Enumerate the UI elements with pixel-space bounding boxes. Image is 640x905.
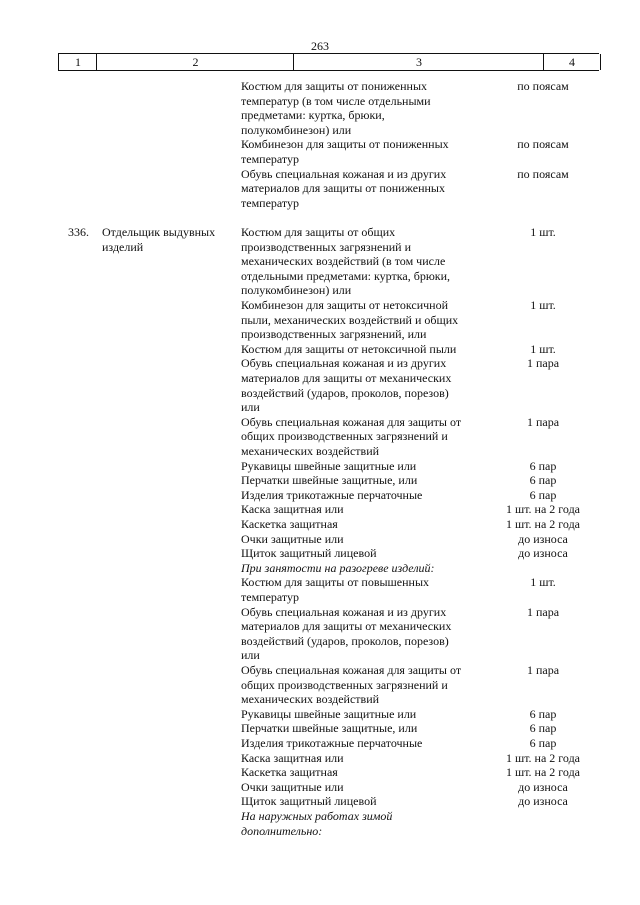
item-quantity: 1 шт. — [530, 225, 556, 239]
item-quantity: 6 пар — [529, 487, 557, 502]
item-line: производственных загрязнений и — [241, 239, 412, 254]
item-quantity: до износа — [518, 779, 568, 794]
item-line: Каска защитная или — [241, 502, 344, 517]
item-line: Обувь специальная кожаная и из других — [241, 166, 447, 181]
item-line: Комбинезон для защиты от нетоксичной — [241, 298, 449, 312]
item-line: Изделия трикотажные перчаточные — [241, 736, 423, 750]
item-quantity: по поясам — [517, 79, 569, 93]
item-quantity: 1 шт. на 2 года — [505, 517, 581, 531]
item-line: воздействий (ударов, проколов, порезов) — [241, 633, 449, 648]
item-line: Обувь специальная кожаная для защиты от — [241, 663, 462, 677]
item-quantity: 1 пара — [526, 604, 560, 619]
item-line: или — [241, 400, 260, 415]
profession-name-line: Отдельщик выдувных — [102, 225, 216, 239]
item-line: материалов для защиты от механических — [241, 371, 452, 385]
item-line: температур (в том числе отдельными — [241, 93, 431, 108]
item-quantity: 1 шт. на 2 года — [505, 765, 581, 780]
item-line: общих производственных загрязнений и — [241, 429, 448, 444]
item-quantity: до износа — [518, 794, 568, 809]
column-header-1: 1 — [58, 54, 97, 70]
item-line: механических воздействий — [241, 692, 380, 707]
item-line: Каска защитная или — [241, 750, 344, 765]
item-line: механических воздействий (в том числе — [241, 254, 446, 269]
item-line: Обувь специальная кожаная и из других — [241, 356, 447, 371]
item-line: Обувь специальная кожаная для защиты от — [241, 414, 462, 429]
item-line: воздействий (ударов, проколов, порезов) — [241, 385, 449, 400]
item-line: Костюм для защиты от пониженных — [241, 79, 428, 93]
page-number: 263 — [311, 39, 329, 53]
column-header-4: 4 — [543, 54, 601, 70]
item-quantity: 1 шт. на 2 года — [505, 502, 581, 517]
entry-number: 336. — [68, 225, 89, 239]
item-line: Перчатки швейные защитные, или — [241, 721, 418, 736]
item-line: материалов для защиты от пониженных — [241, 181, 445, 196]
item-line: Костюм для защиты от общих — [241, 225, 396, 239]
item-line: Комбинезон для защиты от пониженных — [241, 137, 449, 152]
item-line: На наружных работах зимой — [241, 809, 393, 823]
item-line: Рукавицы швейные защитные или — [241, 458, 417, 473]
item-quantity: по поясам — [517, 166, 569, 181]
item-line: Щиток защитный лицевой — [241, 546, 377, 561]
item-line: Каскетка защитная — [241, 765, 338, 780]
item-line: материалов для защиты от механических — [241, 619, 452, 634]
column-header-3: 3 — [293, 54, 544, 70]
item-quantity: до износа — [518, 546, 568, 561]
item-line: Костюм для защиты от повышенных — [241, 575, 430, 590]
item-line: отдельными предметами: куртка, брюки, — [241, 268, 451, 283]
item-quantity: 1 шт. — [530, 341, 556, 356]
item-quantity: 6 пар — [529, 458, 557, 473]
table-header — [58, 53, 599, 71]
item-line: механических воздействий — [241, 444, 380, 458]
item-line: Перчатки швейные защитные, или — [241, 473, 418, 488]
item-quantity: 1 пара — [526, 414, 560, 429]
item-line: температур — [241, 590, 300, 604]
column-header-2: 2 — [96, 54, 294, 70]
item-line: полукомбинезон) или — [241, 283, 352, 298]
item-line: Очки защитные или — [241, 531, 344, 546]
item-line: температур — [241, 195, 300, 210]
item-line: или — [241, 648, 260, 663]
item-line: производственных загрязнений, или — [241, 327, 427, 342]
item-line: общих производственных загрязнений и — [241, 677, 448, 692]
item-quantity: 1 пара — [526, 663, 560, 677]
item-line: Очки защитные или — [241, 779, 344, 794]
item-line: температур — [241, 152, 300, 166]
item-quantity: 1 шт. — [530, 575, 556, 590]
item-quantity: 6 пар — [529, 473, 557, 488]
item-quantity: 1 шт. на 2 года — [505, 750, 581, 765]
item-line: Костюм для защиты от нетоксичной пыли — [241, 341, 457, 356]
item-line: полукомбинезон) или — [241, 122, 352, 137]
item-quantity: 1 шт. — [530, 298, 556, 312]
item-line: Щиток защитный лицевой — [241, 794, 377, 809]
item-quantity: 6 пар — [529, 706, 557, 721]
item-quantity: 6 пар — [529, 736, 557, 750]
profession-name-line: изделий — [102, 239, 144, 254]
item-quantity: до износа — [518, 531, 568, 546]
item-line: Рукавицы швейные защитные или — [241, 706, 417, 721]
item-line: Изделия трикотажные перчаточные — [241, 487, 423, 502]
item-line: предметами: куртка, брюки, — [241, 108, 385, 123]
item-quantity: по поясам — [517, 137, 569, 152]
item-line: дополнительно: — [241, 823, 323, 838]
item-line: Обувь специальная кожаная и из других — [241, 604, 447, 619]
item-line: пыли, механических воздействий и общих — [241, 312, 459, 327]
item-quantity: 6 пар — [529, 721, 557, 736]
item-line: Каскетка защитная — [241, 517, 338, 531]
item-line: При занятости на разогреве изделий: — [241, 560, 435, 575]
item-quantity: 1 пара — [526, 356, 560, 371]
